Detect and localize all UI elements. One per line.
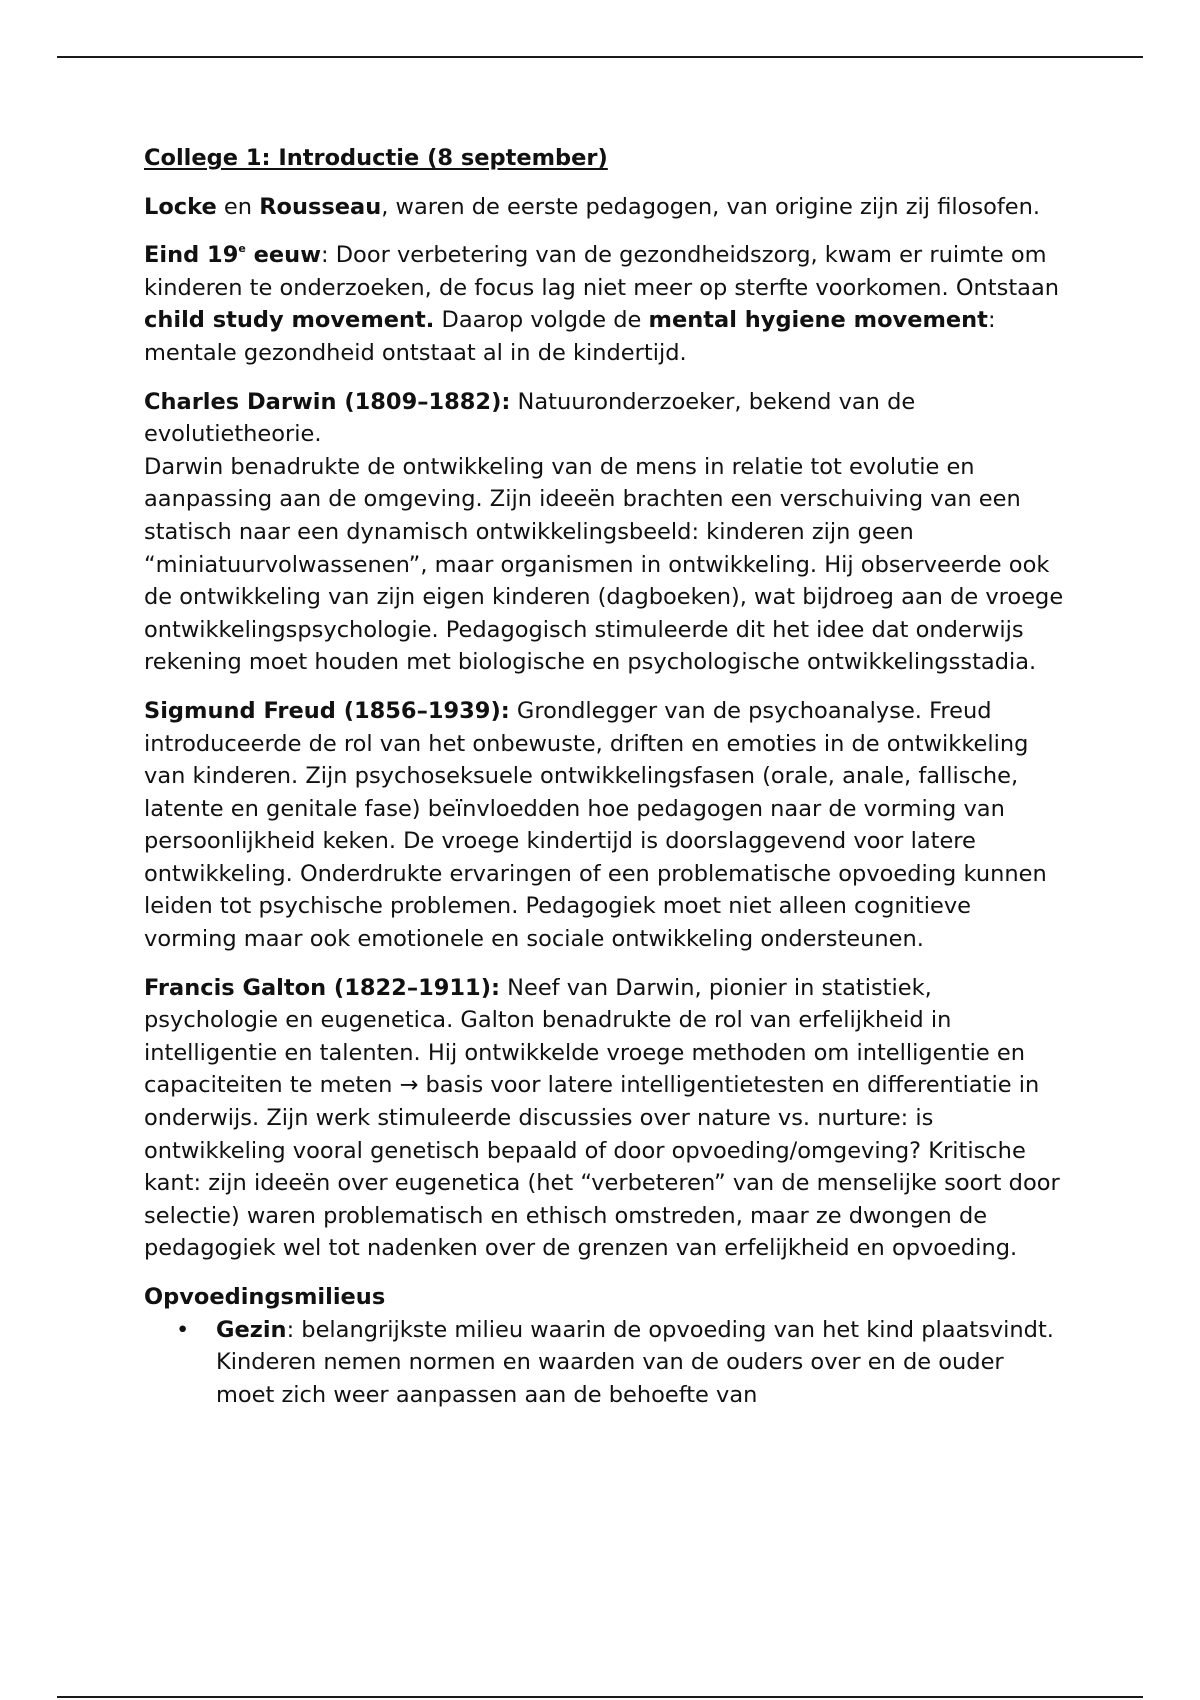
text-gezondheidszorg: : Door verbetering van de gezondheidszorg, kwam er ruimte om kinderen te onderzoeken, de focus lag niet meer op sterfte voorkomen. Ontstaan [144, 242, 1059, 301]
heading-eind-19e-eeuw [144, 242, 321, 268]
gezin-text: : belangrijkste milieu waarin de opvoeding van het kind plaatsvindt. Kinderen nemen normen en waarden van de ouders over en de ouder moet zich weer aanpassen aan de behoefte van [216, 1316, 1054, 1408]
name-rousseau: Rousseau [259, 193, 382, 220]
heading-galton: Francis Galton (1822–1911): [144, 974, 500, 1001]
heading-freud: Sigmund Freud (1856–1939): [144, 697, 510, 724]
page-bottom-rule [57, 1696, 1143, 1698]
term-gezin: Gezin [216, 1316, 287, 1343]
text-en: en [216, 193, 260, 220]
bullet-icon: • [176, 1316, 190, 1343]
freud-body: Grondlegger van de psychoanalyse. Freud introduceerde de rol van het onbewuste, driften en emoties in de ontwikkeling van kinderen. Zijn psychoseksuele ontwikkelingsfasen (orale, anale, fallische, latente en genitale fase) beïnvloedden hoe pedagogen naar de vorming van persoonlijkheid keken. De vroege kindertijd is doorslaggevend voor latere ontwikkeling. Onderdrukte ervaringen of een problematische opvoeding kunnen leiden tot psychische problemen. Pedagogiek moet niet alleen cognitieve vorming maar ook emotionele en sociale ontwikkeling ondersteunen. [144, 697, 1047, 953]
paragraph-darwin [144, 386, 1064, 679]
heading-eeuw: eeuw [245, 242, 321, 269]
milieus-list [144, 1314, 1064, 1412]
heading-eind-19: Eind 19 [144, 242, 239, 269]
document-body [144, 142, 1064, 1411]
lecture-title: College 1: Introductie (8 september) [144, 145, 608, 171]
paragraph-eind-19e-eeuw [144, 239, 1064, 369]
page-top-rule [57, 56, 1143, 58]
paragraph-locke-rousseau [144, 191, 1064, 224]
list-item-gezin [144, 1314, 1064, 1412]
paragraph-freud [144, 695, 1064, 956]
galton-body: Neef van Darwin, pionier in statistiek, psychologie en eugenetica. Galton benadrukte de rol van erfelijkheid in intelligentie en talenten. Hij ontwikkelde vroege methoden om intelligentie en capaciteiten te meten → basis voor latere intelligentietesten en differentiatie in onderwijs. Zijn werk stimuleerde discussies over nature vs. nurture: is ontwikkeling vooral genetisch bepaald of door opvoeding/omgeving? Kritische kant: zijn ideeën over eugenetica (het “verbeteren” van de menselijke soort door selectie) waren problematisch en ethisch omstreden, maar ze dwongen de pedagogiek wel tot nadenken over de grenzen van erfelijkheid en opvoeding. [144, 974, 1060, 1262]
term-child-study-movement: child study movement. [144, 307, 435, 334]
text-pedagogen: , waren de eerste pedagogen, van origine zijn zij filosofen. [381, 193, 1041, 220]
heading-darwin: Charles Darwin (1809–1882): [144, 388, 511, 415]
name-locke: Locke [144, 193, 217, 220]
paragraph-galton [144, 972, 1064, 1265]
term-mental-hygiene-movement: mental hygiene movement [648, 307, 988, 334]
heading-opvoedingsmilieus: Opvoedingsmilieus [144, 1284, 386, 1310]
darwin-body: Darwin benadrukte de ontwikkeling van de mens in relatie tot evolutie en aanpassing aan de omgeving. Zijn ideeën brachten een verschuiving van een statisch naar een dynamisch ontwikkelingsbeeld: kinderen zijn geen “miniatuurvolwassenen”, maar organismen in ontwikkeling. Hij observeerde ook de ontwikkeling van zijn eigen kinderen (dagboeken), wat bijdroeg aan de vroege ontwikkelingspsychologie. Pedagogisch stimuleerde dit het idee dat onderwijs rekening moet houden met biologische en psychologische ontwikkelingsstadia. [144, 453, 1064, 676]
superscript-e: e [238, 242, 246, 256]
text-mentale-gezondheid: : mentale gezondheid ontstaat al in de kindertijd. [144, 307, 996, 366]
text-daarop: Daarop volgde de [434, 307, 649, 334]
darwin-intro: Natuuronderzoeker, bekend van de evolutietheorie. [144, 388, 916, 448]
